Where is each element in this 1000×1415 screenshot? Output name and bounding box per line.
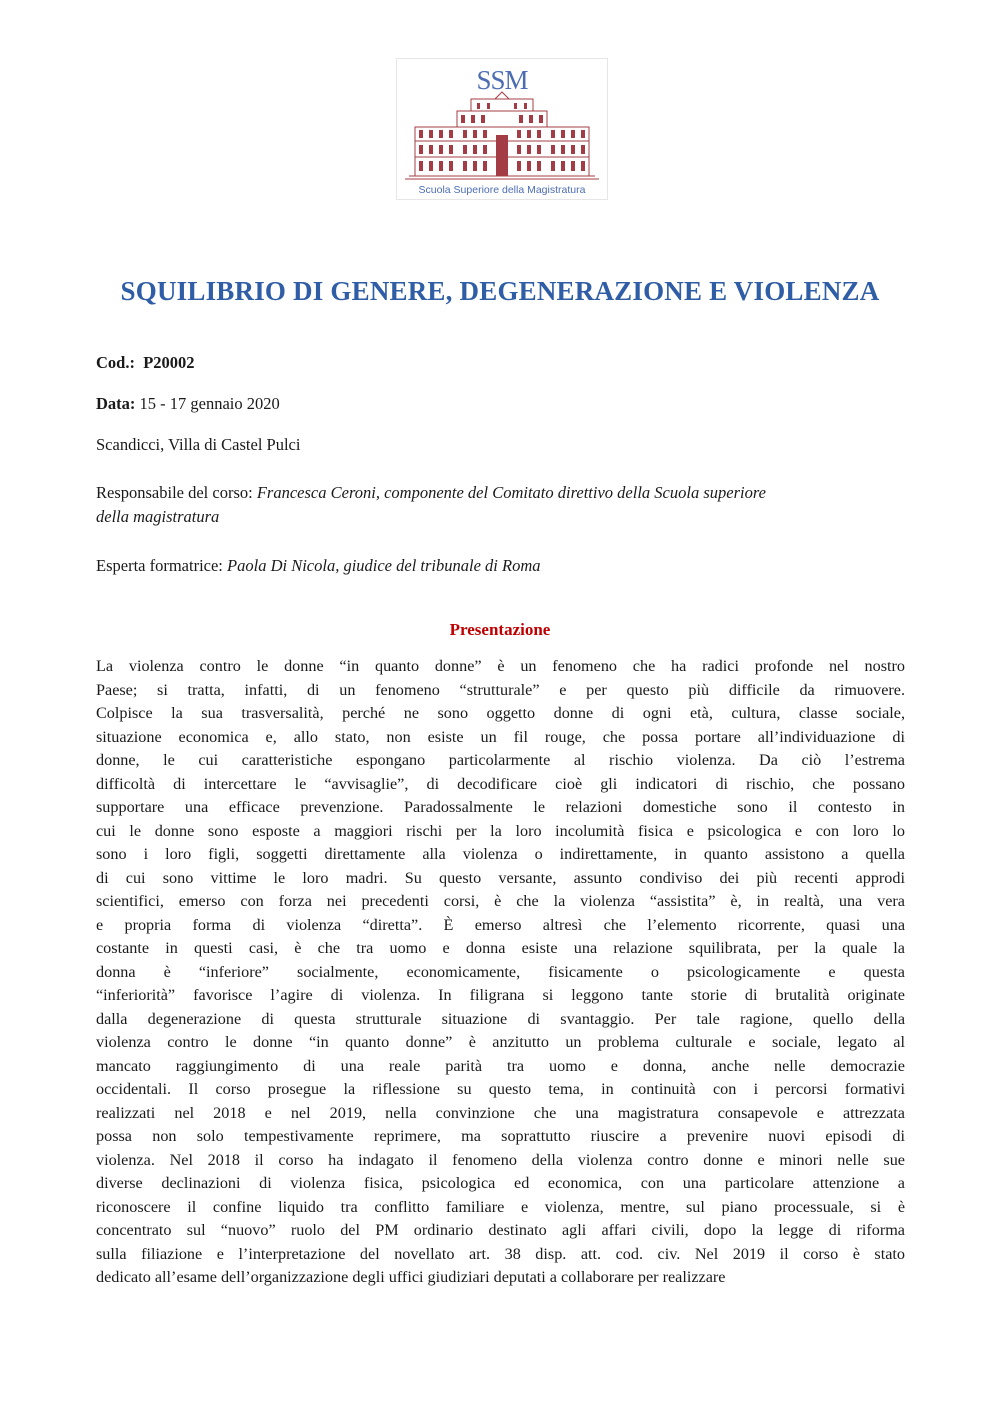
body-line: possa non solo tempestivamente reprimere, ma soprattutto riuscire a prevenire nuovi episodi di <box>96 1127 905 1145</box>
course-date-value: 15 - 17 gennaio 2020 <box>139 394 280 413</box>
body-line: cui le donne sono esposte a maggiori rischi per la loro incolumità fisica e psicologica e con loro lo <box>96 821 905 840</box>
logo-caption: Scuola Superiore della Magistratura <box>418 184 586 196</box>
svg-text:SSM: SSM <box>476 65 528 95</box>
course-manager-label: Responsabile del corso: <box>96 483 253 502</box>
document-title: SQUILIBRIO DI GENERE, DEGENERAZIONE E VIOLENZA <box>120 276 880 306</box>
body-line: occidentali. Il corso prosegue la riflessione su questo tema, in continuità con i percorsi formativi <box>96 1080 905 1098</box>
body-line: costante in questi casi, è che tra uomo e donna esiste una relazione squilibrata, per la quale la <box>96 939 905 957</box>
body-line: scientifici, emerso con forza nei precedenti corsi, è che la violenza “assistita” è, in realtà, una vera <box>96 892 905 910</box>
body-line: concentrato sul “nuovo” ruolo del PM ordinario destinato agli affari civili, dopo la legge di riforma <box>96 1221 905 1239</box>
course-date-label: Data: <box>96 394 136 413</box>
presentation-body <box>96 655 905 1290</box>
ssm-logo <box>396 58 608 200</box>
body-line: mancato raggiungimento di una reale parità tra uomo e donna, anche nelle democrazie <box>96 1056 905 1075</box>
body-line: Colpisce la sua trasversalità, perché ne sono oggetto donne di ogni età, cultura, classe sociale, <box>96 704 905 722</box>
expert-trainer-value: Paola Di Nicola, giudice del tribunale di Roma <box>227 556 541 575</box>
body-line: La violenza contro le donne “in quanto donne” è un fenomeno che ha radici profonde nel nostro <box>96 657 905 675</box>
course-code-value: P20002 <box>143 353 195 372</box>
body-line: dedicato all’esame dell’organizzazione degli uffici giudiziari deputati a collaborare per realizzare <box>96 1268 726 1286</box>
body-line: riconoscere il confine liquido tra conflitto familiare e violenza, mentre, sul piano processuale, si è <box>96 1197 905 1216</box>
body-line: donna è “inferiore” socialmente, economicamente, fisicamente o psicologicamente e questa <box>96 962 905 981</box>
body-line: sono i loro figli, soggetti direttamente alla violenza o indirettamente, in quanto assistono a quella <box>96 845 905 863</box>
body-line: supportare una efficace prevenzione. Paradossalmente le relazioni domestiche sono il contesto in <box>96 798 905 816</box>
course-location: Scandicci, Villa di Castel Pulci <box>96 435 301 454</box>
section-title-presentazione: Presentazione <box>449 620 551 639</box>
course-code-label: Cod.: <box>96 353 135 372</box>
body-line: “inferiorità” favorisce l’agire di violenza. In filigrana si leggono tante storie di brutalità originate <box>96 986 905 1004</box>
course-code <box>96 351 195 375</box>
body-line: realizzati nel 2018 e nel 2019, nella convinzione che una magistratura consapevole e attrezzata <box>96 1103 905 1122</box>
body-line: e propria forma di violenza “diretta”. È emerso altresì che l’elemento ricorrente, quasi una <box>96 915 905 934</box>
course-manager-value: Francesca Ceroni, componente del Comitato direttivo della Scuola superiore <box>256 483 766 502</box>
body-line: situazione economica e, allo stato, non esiste un fil rouge, che possa portare all’individuazione di <box>96 727 905 746</box>
body-line: Paese; si tratta, infatti, di un fenomeno “strutturale” e per questo più difficile da rimuovere. <box>96 680 905 699</box>
body-line: diverse declinazioni di violenza fisica, psicologica ed economica, con una particolare attenzione a <box>96 1174 905 1192</box>
course-date <box>96 392 280 416</box>
body-line: dalla degenerazione di questa strutturale situazione di svantaggio. Per tale ragione, quello della <box>96 1009 905 1028</box>
expert-trainer-label: Esperta formatrice: <box>96 556 223 575</box>
body-line: sulla filiazione e l’interpretazione del novellato art. 38 disp. att. cod. civ. Nel 2019 il corso è stato <box>96 1244 905 1263</box>
body-line: difficoltà di intercettare le “avvisaglie”, di decodificare cioè gli indicatori di rischio, che possano <box>96 774 905 793</box>
body-line: di cui sono vittime le loro madri. Su questo versante, assunto condiviso dei più recenti approdi <box>96 868 905 887</box>
body-line: violenza. Nel 2018 il corso ha indagato il fenomeno della violenza contro donne e minori nelle sue <box>96 1150 905 1169</box>
course-manager <box>96 481 911 529</box>
body-line: donne, le cui caratteristiche espongano particolarmente al rischio violenza. Da ciò l’estrema <box>96 751 905 769</box>
course-manager-value-cont: della magistratura <box>96 507 220 526</box>
expert-trainer <box>96 554 541 578</box>
body-line: violenza contro le donne “in quanto donne” è anzitutto un problema culturale e sociale, legato al <box>96 1033 905 1051</box>
